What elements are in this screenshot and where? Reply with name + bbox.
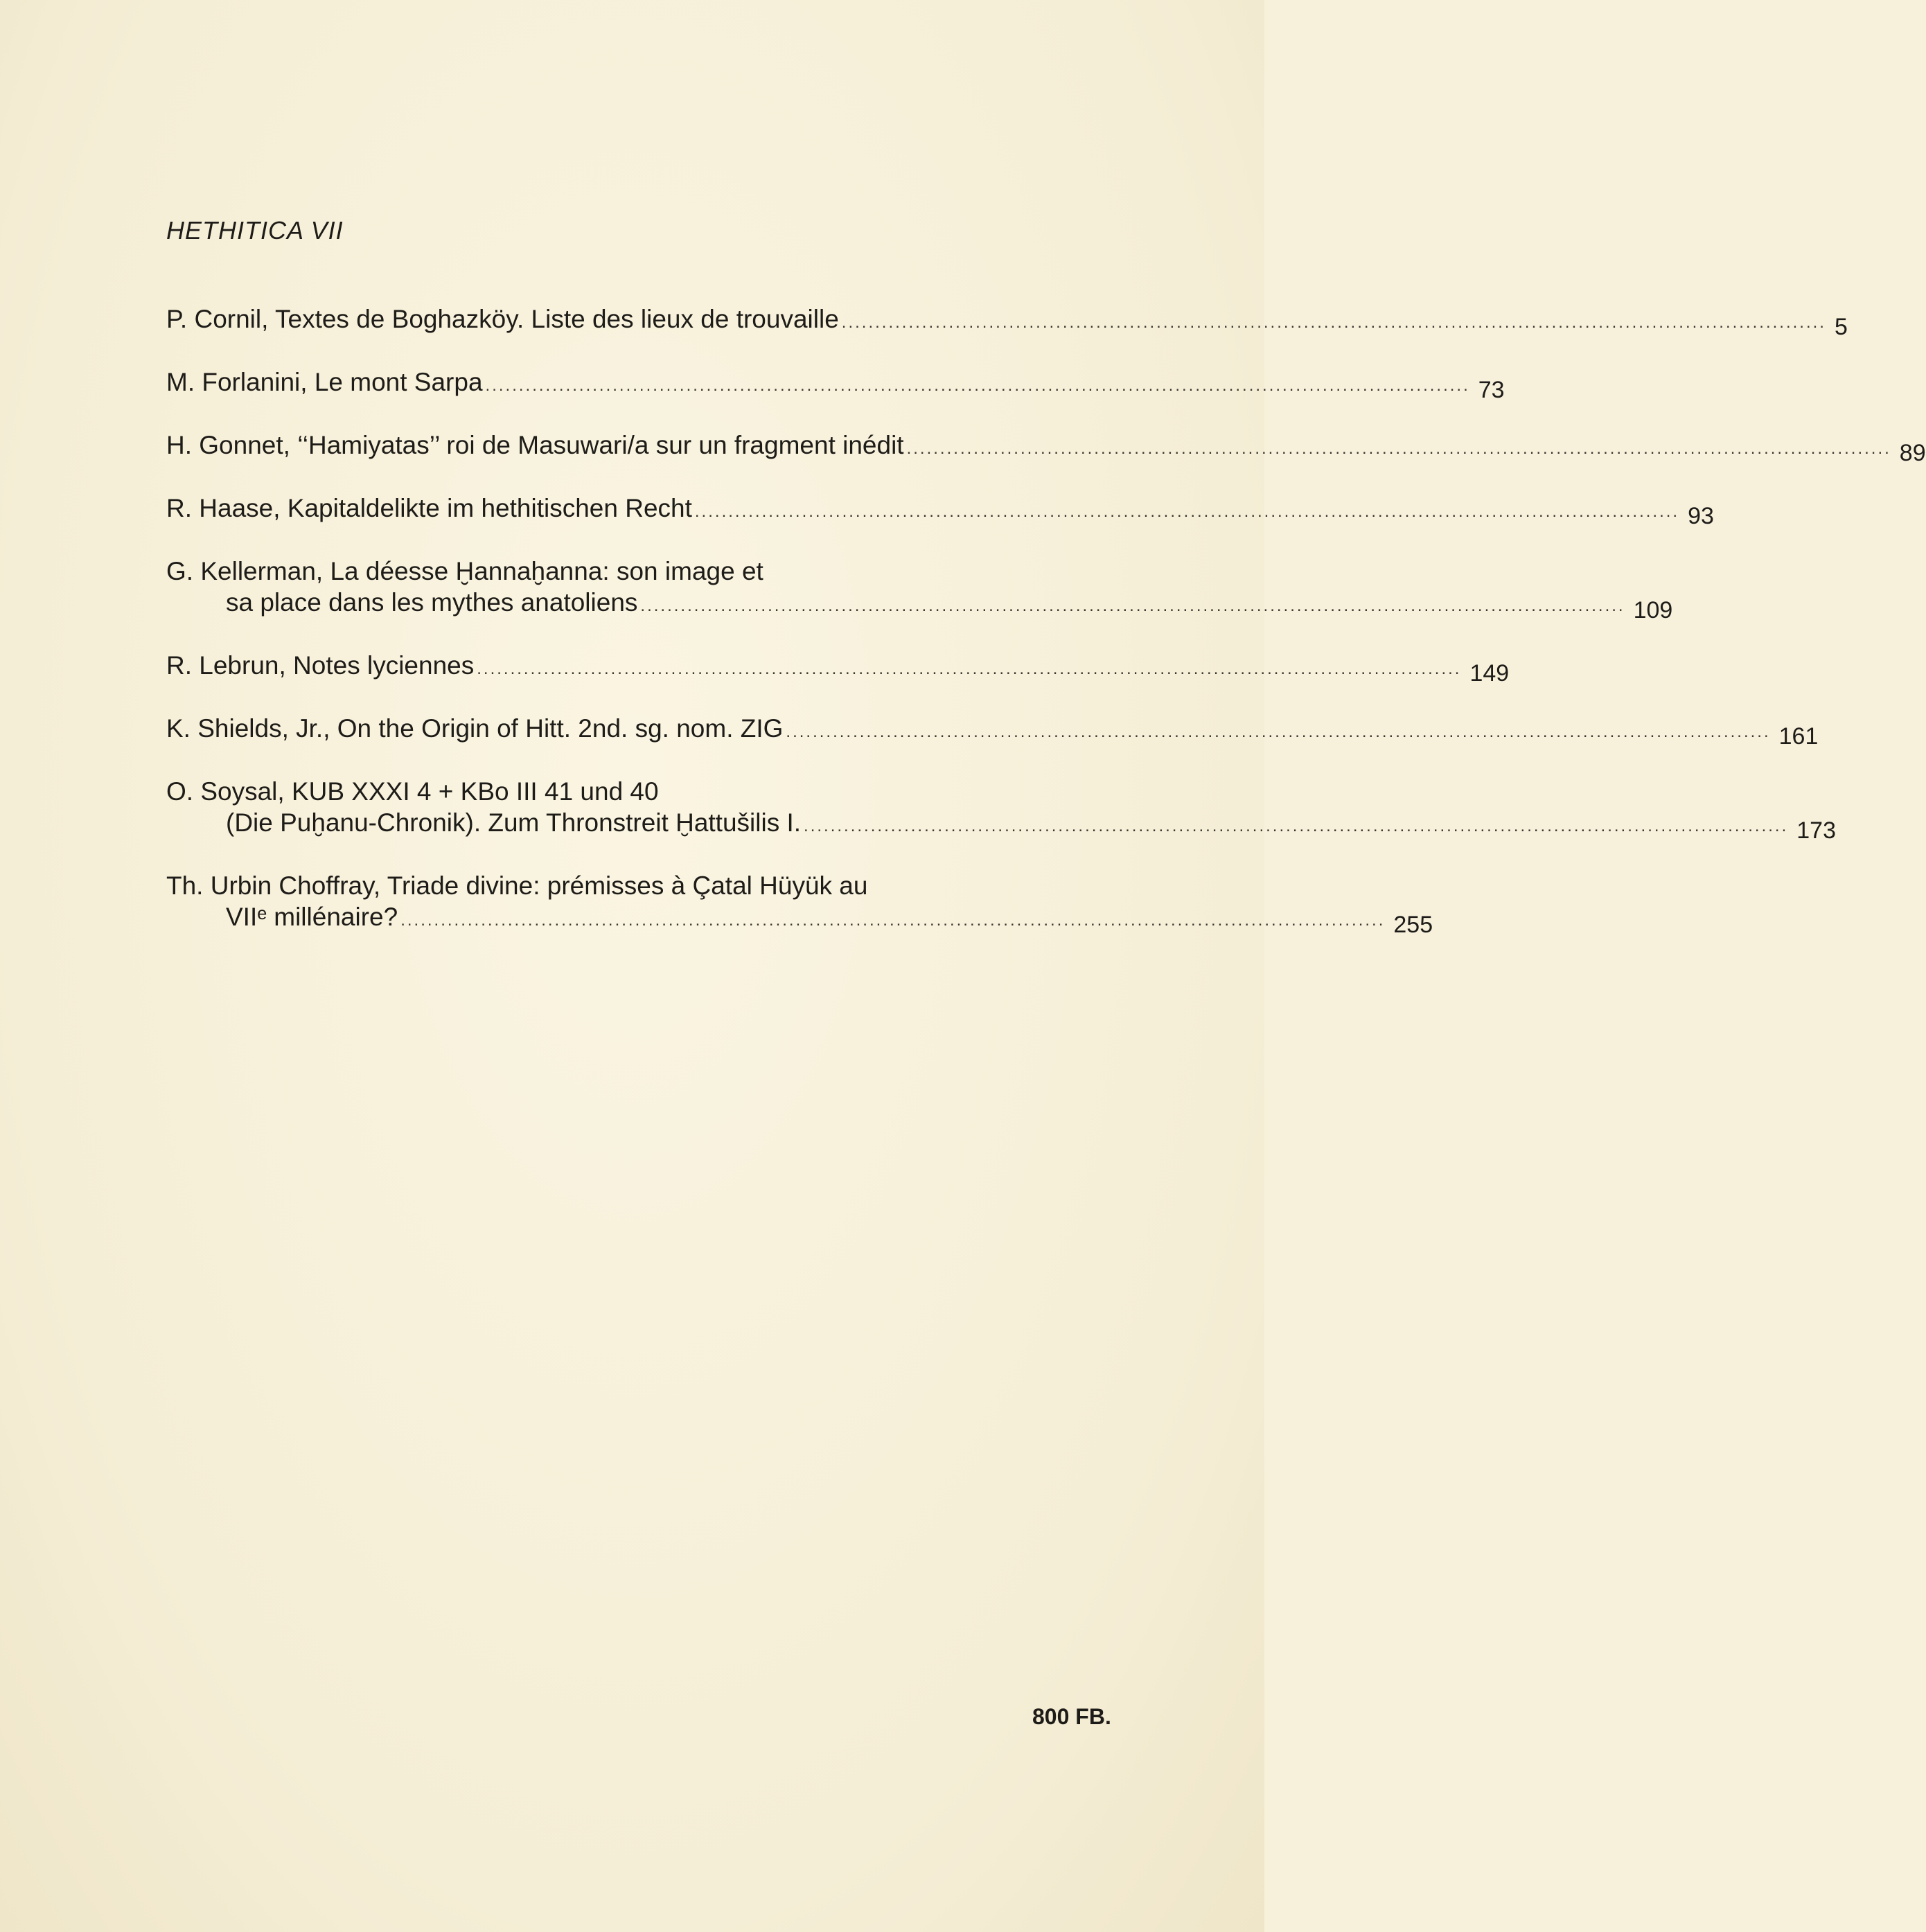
toc-page-number: 149 [1469,660,1510,686]
dot-leader: ................................................................................................................................................... [485,376,1470,395]
toc-page-number: 89 [1899,440,1926,466]
toc-entry-text: P. Cornil, Textes de Boghazköy. Liste des lieux de trouvaille [166,305,839,333]
toc-entry-text-continued: VIIᵉ millénaire? [226,903,398,931]
dot-leader: ................................................................................................................................................... [477,659,1462,678]
dot-leader: ................................................................................................................................................... [804,817,1789,835]
toc-entry-text: K. Shields, Jr., On the Origin of Hitt. 2nd. sg. nom. ZIG [166,714,784,743]
toc-entry [166,870,1433,938]
toc-entry [166,493,1714,529]
toc-page-number: 161 [1778,723,1819,750]
toc-page-number: 109 [1633,597,1673,623]
toc-entry [166,776,1836,844]
toc-entry-text: R. Haase, Kapitaldelikte im hethitischen Recht [166,494,692,522]
toc-entry-text: H. Gonnet, ‘‘Hamiyatas’’ roi de Masuwari/a sur un fragment inédit [166,431,904,459]
toc-page-number: 173 [1796,817,1836,844]
toc-entry-text: G. Kellerman, La déesse Ḫannaḫanna: son image et [166,557,763,585]
toc-entry [166,429,1926,466]
toc-entry [166,650,1510,686]
toc-entry-text: O. Soysal, KUB XXXI 4 + KBo III 41 und 40 [166,777,659,806]
toc-entry-text: M. Forlanini, Le mont Sarpa [166,368,483,396]
dot-leader: ................................................................................................................................................... [786,723,1771,741]
toc-page-number: 255 [1393,912,1433,938]
toc-entry-text: Th. Urbin Choffray, Triade divine: prémisses à Çatal Hüyük au [166,871,868,900]
dot-leader: ................................................................................................................................................... [841,313,1826,332]
table-of-contents [166,303,1926,964]
toc-entry [166,556,1673,623]
dot-leader: ................................................................................................................................................... [906,439,1891,458]
dot-leader: ................................................................................................................................................... [400,911,1386,930]
toc-page-number: 93 [1688,503,1714,529]
toc-entry-text-continued: sa place dans les mythes anatoliens [226,588,638,617]
toc-entry-text-continued: (Die Puḫanu-Chronik). Zum Thronstreit Ḫattušilis I. [226,808,802,837]
toc-entry [166,713,1819,750]
price-label: 800 FB. [1032,1704,1111,1729]
toc-page-number: 5 [1834,314,1848,340]
toc-entry [166,366,1505,403]
dot-leader: ................................................................................................................................................... [640,596,1625,615]
toc-entry [166,303,1848,340]
toc-page-number: 73 [1478,377,1505,403]
series-title: HETHITICA VII [166,216,344,245]
toc-entry-text: R. Lebrun, Notes lyciennes [166,651,475,680]
dot-leader: ................................................................................................................................................... [694,502,1680,521]
